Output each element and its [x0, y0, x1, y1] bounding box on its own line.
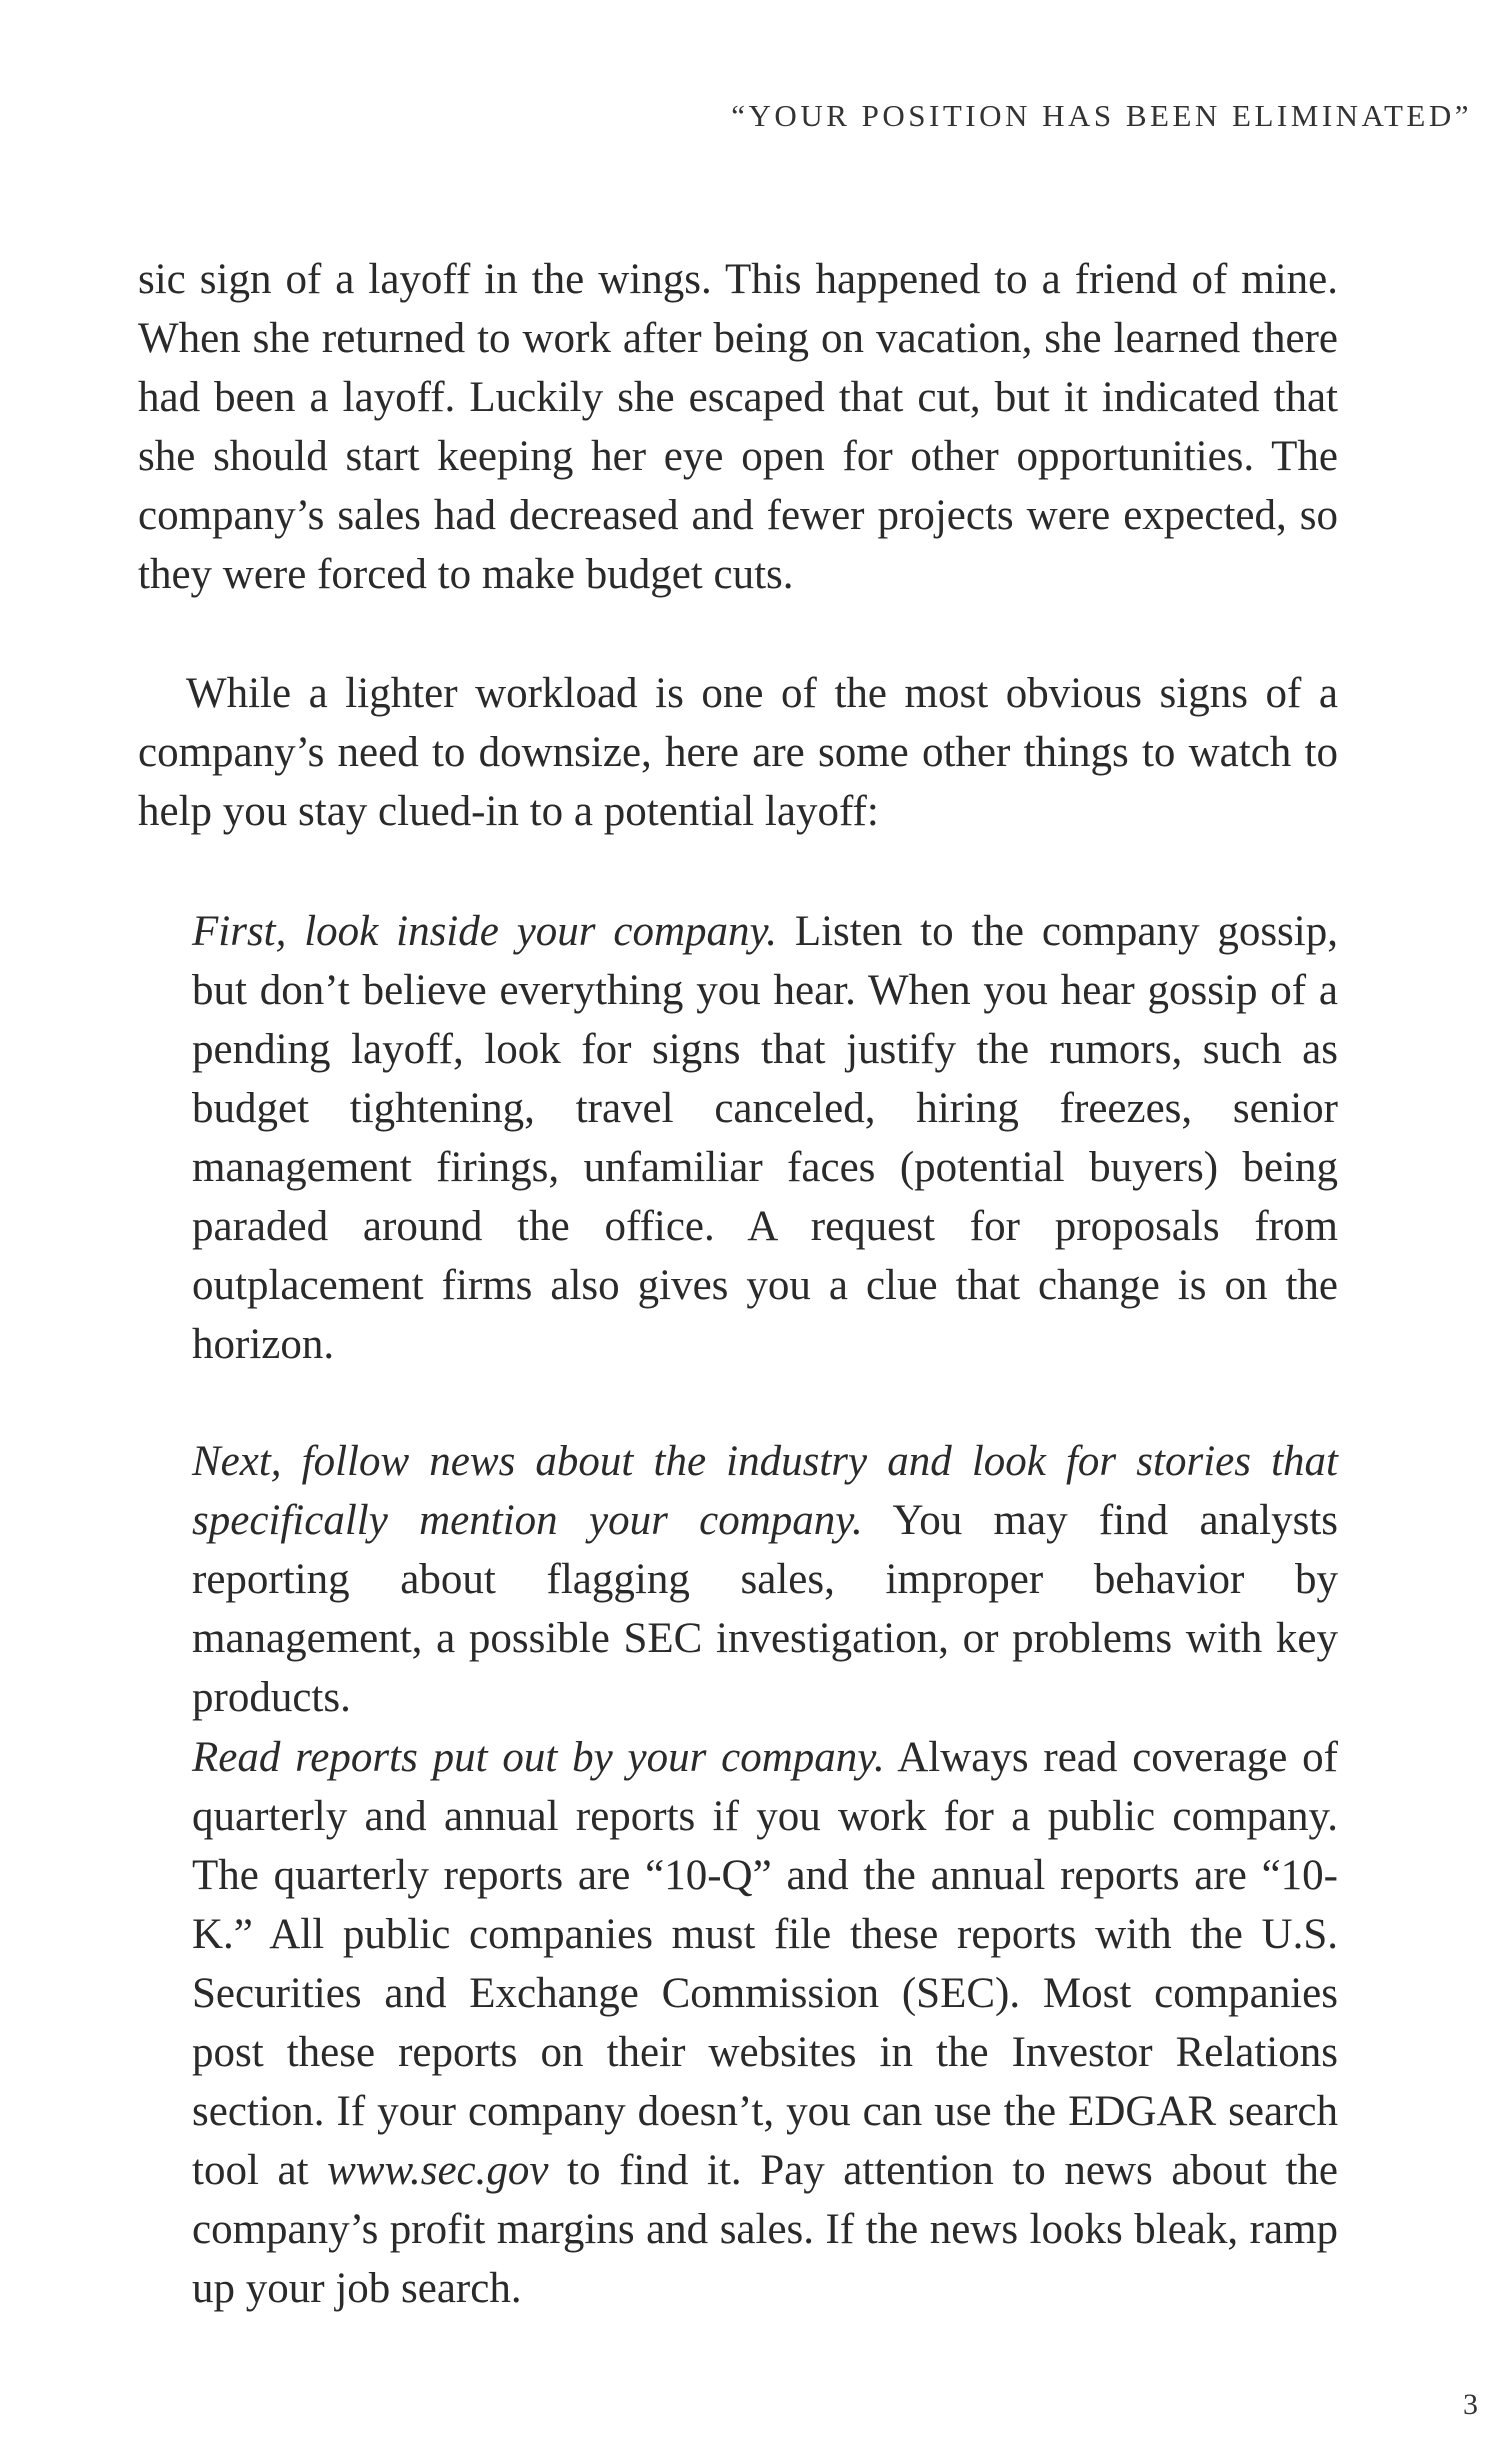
- tip-look-inside-text: Listen to the company gossip, but don’t believe everything you hear. When you hear gossip of a pending layoff, look for signs that justify the rumors, such as budget tightening, travel canceled, hiring freezes, senior management firings, unfamiliar faces (potential buyers) being paraded around the office. A request for proposals from outplacement firms also gives you a clue that change is on the horizon.: [192, 908, 1338, 1368]
- body-paragraph-2: While a lighter workload is one of the most obvious signs of a company’s need to downsize, here are some other things to watch to help you stay clued-in to a potential layoff:: [138, 670, 1338, 835]
- tip-look-inside: [192, 902, 1338, 1374]
- tip-follow-news-lead: Next, follow news about the industry and look for stories that specifically mention your company.: [192, 1438, 1338, 1544]
- tip-read-reports: [192, 1728, 1338, 2318]
- page-number: 3: [1463, 2388, 1478, 2421]
- tip-look-inside-lead: First, look inside your company.: [192, 908, 777, 955]
- tip-read-reports-text: Always read coverage of quarterly and annual reports if you work for a public company. The quarterly reports are “10-Q” and the annual reports are “10-K.” All public companies must file these reports with the U.S. Securities and Exchange Commission (SEC). Most companies post these reports on their websites in the Investor Relations section. If your company doesn’t, you can use the EDGAR search tool at: [192, 1734, 1338, 2194]
- tip-follow-news: [192, 1432, 1338, 1727]
- tip-follow-news-text: You may find analysts reporting about flagging sales, improper behavior by management, a possible SEC investigation, or problems with key products.: [192, 1497, 1339, 1721]
- body-paragraph-1: sic sign of a layoff in the wings. This happened to a friend of mine. When she returned to work after being on vacation, she learned there had been a layoff. Luckily she escaped that cut, but it indicated that she should start keeping her eye open for other opportunities. The company’s sales had decreased and fewer projects were expected, so they were forced to make budget cuts.: [138, 256, 1338, 598]
- sec-url: www.sec.gov: [327, 2147, 549, 2194]
- tip-read-reports-text-end: to find it. Pay attention to news about the company’s profit margins and sales. If the news looks bleak, ramp up your job search.: [192, 2147, 1338, 2312]
- tip-read-reports-lead: Read reports put out by your company.: [192, 1734, 885, 1781]
- running-head: “YOUR POSITION HAS BEEN ELIMINATED”: [731, 98, 1472, 133]
